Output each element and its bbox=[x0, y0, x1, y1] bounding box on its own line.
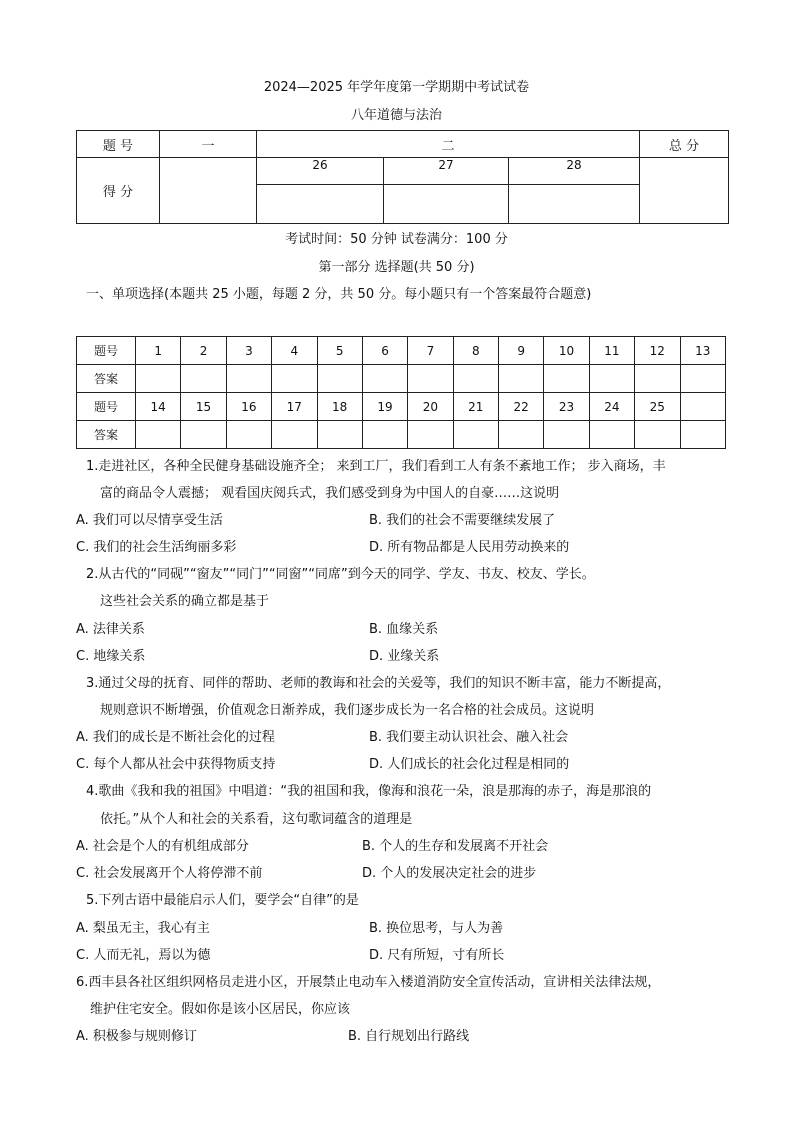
qnum: 23 bbox=[544, 393, 589, 421]
question-5-option-a[interactable]: A. 梨虽无主，我心有主 bbox=[76, 921, 210, 936]
qnum: 10 bbox=[544, 337, 589, 365]
qnum: 15 bbox=[181, 393, 226, 421]
question-5-option-d[interactable]: D. 尺有所短，寸有所长 bbox=[369, 948, 505, 963]
score-part1-cell[interactable] bbox=[160, 158, 257, 224]
score-part1-header: 一 bbox=[160, 131, 257, 158]
question-3-stem-line-2: 规则意识不断增强，价值观念日渐养成，我们逐步成长为一名合格的社会成员。这说明 bbox=[100, 703, 595, 718]
qnum: 17 bbox=[272, 393, 317, 421]
question-5-stem-line-1: 5.下列古语中最能启示人们，要学会“自律”的是 bbox=[86, 893, 359, 908]
score-sub-26: 26 bbox=[257, 158, 384, 185]
qnum: 18 bbox=[317, 393, 362, 421]
question-1-stem-line-2: 富的商品令人震撼； 观看国庆阅兵式，我们感受到身为中国人的自豪……这说明 bbox=[100, 486, 560, 501]
question-3-option-d[interactable]: D. 人们成长的社会化过程是相同的 bbox=[369, 757, 570, 772]
qnum: 8 bbox=[453, 337, 498, 365]
qnum: 14 bbox=[136, 393, 181, 421]
answer-cell[interactable] bbox=[408, 421, 453, 449]
question-4-option-b[interactable]: B. 个人的生存和发展离不开社会 bbox=[362, 839, 549, 854]
question-2-option-a[interactable]: A. 法律关系 bbox=[76, 622, 145, 637]
answer-cell[interactable] bbox=[317, 421, 362, 449]
question-2-option-d[interactable]: D. 业缘关系 bbox=[369, 649, 440, 664]
answer-label: 答案 bbox=[77, 421, 136, 449]
score-cell-27[interactable] bbox=[384, 185, 509, 224]
qnum: 25 bbox=[635, 393, 680, 421]
answer-row-1 bbox=[77, 365, 726, 393]
answer-cell[interactable] bbox=[544, 421, 589, 449]
exam-subject: 八年道德与法治 bbox=[350, 108, 442, 123]
answer-cell[interactable] bbox=[589, 365, 634, 393]
question-3-option-c[interactable]: C. 每个人都从社会中获得物质支持 bbox=[76, 757, 276, 772]
part-title: 第一部分 选择题(共 50 分) bbox=[318, 260, 475, 275]
question-4-stem-line-2: 依托。”从个人和社会的关系看，这句歌词蕴含的道理是 bbox=[100, 812, 413, 827]
question-1-option-c[interactable]: C. 我们的社会生活绚丽多彩 bbox=[76, 540, 237, 555]
score-row-label: 题 号 bbox=[77, 131, 160, 158]
answer-cell[interactable] bbox=[362, 365, 407, 393]
qnum: 21 bbox=[453, 393, 498, 421]
qnum: 5 bbox=[317, 337, 362, 365]
qnum: 9 bbox=[499, 337, 544, 365]
qnum: 3 bbox=[226, 337, 271, 365]
answer-cell[interactable] bbox=[226, 421, 271, 449]
qnum: 7 bbox=[408, 337, 453, 365]
qnum: 2 bbox=[181, 337, 226, 365]
question-6-option-a[interactable]: A. 积极参与规则修订 bbox=[76, 1029, 197, 1044]
score-part2-header: 二 bbox=[257, 131, 640, 158]
qnum: 11 bbox=[589, 337, 634, 365]
answer-qnum-row-1 bbox=[77, 337, 726, 365]
answer-cell[interactable] bbox=[499, 365, 544, 393]
score-sub-27: 27 bbox=[384, 158, 509, 185]
qnum: 4 bbox=[272, 337, 317, 365]
answer-cell[interactable] bbox=[453, 421, 498, 449]
answer-cell[interactable] bbox=[272, 421, 317, 449]
question-2-stem-line-2: 这些社会关系的确立都是基于 bbox=[100, 594, 270, 609]
answer-cell[interactable] bbox=[136, 421, 181, 449]
question-6-stem-line-1: 6.西丰县各社区组织网格员走进小区，开展禁止电动车入楼道消防安全宣传活动，宣讲相关法律法规， bbox=[76, 975, 661, 990]
question-4-option-d[interactable]: D. 个人的发展决定社会的进步 bbox=[362, 866, 537, 881]
answer-cell[interactable] bbox=[680, 365, 726, 393]
score-table bbox=[76, 130, 729, 224]
question-3-option-b[interactable]: B. 我们要主动认识社会、融入社会 bbox=[369, 730, 569, 745]
score-total-cell[interactable] bbox=[640, 158, 729, 224]
question-1-option-d[interactable]: D. 所有物品都是人民用劳动换来的 bbox=[369, 540, 570, 555]
question-5-option-b[interactable]: B. 换位思考，与人为善 bbox=[369, 921, 504, 936]
question-4-stem-line-1: 4.歌曲《我和我的祖国》中唱道：“我的祖国和我，像海和浪花一朵，浪是那海的赤子，海是那浪的 bbox=[86, 784, 652, 799]
answer-cell[interactable] bbox=[181, 365, 226, 393]
score-cell-28[interactable] bbox=[509, 185, 640, 224]
answer-cell[interactable] bbox=[680, 421, 726, 449]
qnum bbox=[680, 393, 726, 421]
question-5-option-c[interactable]: C. 人而无礼，焉以为德 bbox=[76, 948, 211, 963]
answer-cell[interactable] bbox=[408, 365, 453, 393]
answer-cell[interactable] bbox=[544, 365, 589, 393]
answer-cell[interactable] bbox=[453, 365, 498, 393]
score-label: 得 分 bbox=[77, 158, 160, 224]
answer-cell[interactable] bbox=[226, 365, 271, 393]
answer-cell[interactable] bbox=[317, 365, 362, 393]
qnum: 1 bbox=[136, 337, 181, 365]
exam-info: 考试时间：50 分钟 试卷满分：100 分 bbox=[285, 232, 508, 247]
qnum: 16 bbox=[226, 393, 271, 421]
question-1-option-a[interactable]: A. 我们可以尽情享受生活 bbox=[76, 513, 223, 528]
qnum: 20 bbox=[408, 393, 453, 421]
question-2-option-c[interactable]: C. 地缘关系 bbox=[76, 649, 146, 664]
qnum: 6 bbox=[362, 337, 407, 365]
question-6-stem-line-2: 维护住宅安全。假如你是该小区居民，你应该 bbox=[90, 1002, 351, 1017]
question-1-option-b[interactable]: B. 我们的社会不需要继续发展了 bbox=[369, 513, 556, 528]
qnum: 22 bbox=[499, 393, 544, 421]
question-1-stem-line-1: 1.走进社区，各种全民健身基础设施齐全； 来到工厂，我们看到工人有条不紊地工作； 步入商场，丰 bbox=[86, 459, 666, 474]
question-3-option-a[interactable]: A. 我们的成长是不断社会化的过程 bbox=[76, 730, 275, 745]
qnum: 12 bbox=[635, 337, 680, 365]
question-3-stem-line-1: 3.通过父母的抚育、同伴的帮助、老师的教诲和社会的关爱等，我们的知识不断丰富，能力不断提高， bbox=[86, 676, 671, 691]
qnum: 24 bbox=[589, 393, 634, 421]
qnum: 19 bbox=[362, 393, 407, 421]
answer-cell[interactable] bbox=[136, 365, 181, 393]
section-title: 一、单项选择(本题共 25 小题，每题 2 分，共 50 分。每小题只有一个答案最符合题意) bbox=[86, 287, 592, 302]
answer-cell[interactable] bbox=[635, 365, 680, 393]
score-cell-26[interactable] bbox=[257, 185, 384, 224]
answer-label: 答案 bbox=[77, 365, 136, 393]
answer-cell[interactable] bbox=[362, 421, 407, 449]
answer-cell[interactable] bbox=[589, 421, 634, 449]
answer-cell[interactable] bbox=[272, 365, 317, 393]
answer-qnum-row-2 bbox=[77, 393, 726, 421]
answer-cell[interactable] bbox=[181, 421, 226, 449]
answer-cell[interactable] bbox=[635, 421, 680, 449]
answer-table bbox=[76, 336, 726, 449]
exam-title: 2024—2025 年学年度第一学期期中考试试卷 bbox=[263, 80, 530, 95]
question-2-option-b[interactable]: B. 血缘关系 bbox=[369, 622, 439, 637]
question-6-option-b[interactable]: B. 自行规划出行路线 bbox=[348, 1029, 470, 1044]
score-sub-28: 28 bbox=[509, 158, 640, 185]
question-2-stem-line-1: 2.从古代的“同砚”“窗友”“同门”“同窗”“同席”到今天的同学、学友、书友、校友、学长。 bbox=[86, 567, 595, 582]
qnum-label: 题号 bbox=[77, 393, 136, 421]
qnum-label: 题号 bbox=[77, 337, 136, 365]
question-4-option-c[interactable]: C. 社会发展离开个人将停滞不前 bbox=[76, 866, 263, 881]
question-4-option-a[interactable]: A. 社会是个人的有机组成部分 bbox=[76, 839, 249, 854]
score-total-header: 总 分 bbox=[640, 131, 729, 158]
answer-row-2 bbox=[77, 421, 726, 449]
qnum: 13 bbox=[680, 337, 726, 365]
answer-cell[interactable] bbox=[499, 421, 544, 449]
